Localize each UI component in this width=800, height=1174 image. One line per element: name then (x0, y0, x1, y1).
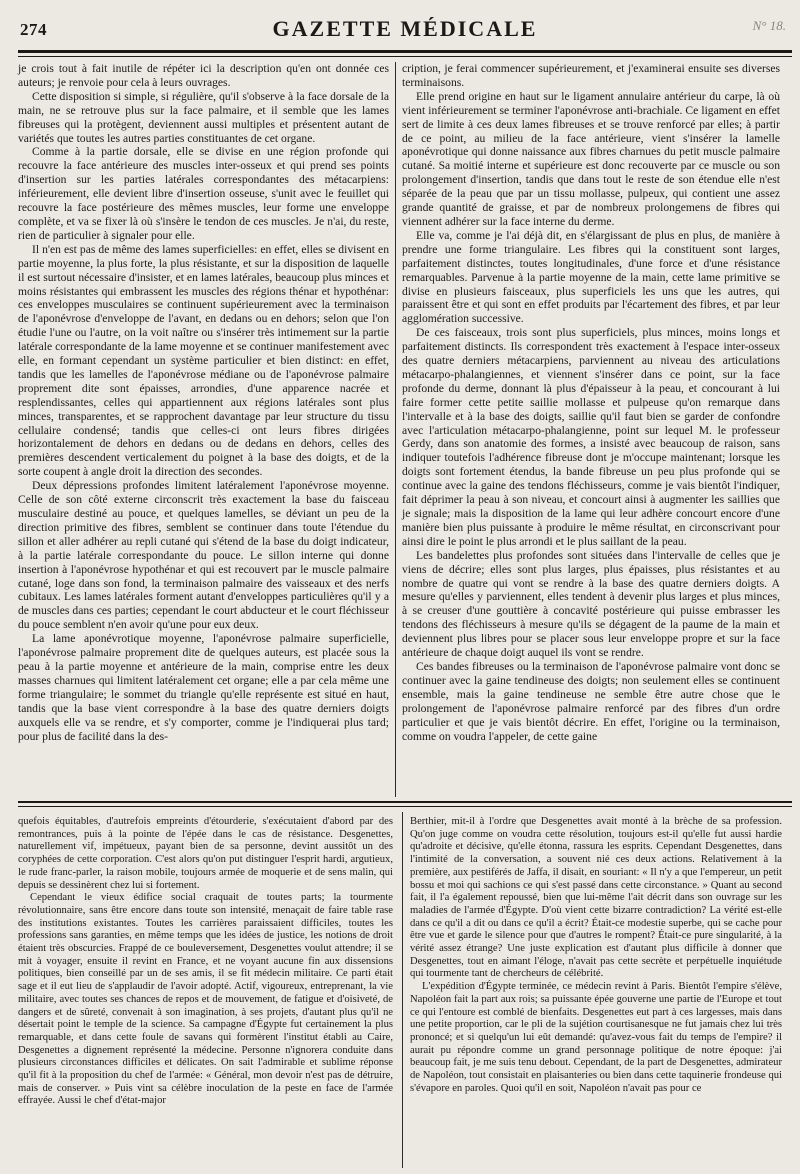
paragraph: Il n'en est pas de même des lames superficielles: en effet, elles se divisent en partie moyenne, la plus forte, la plus résistante, et sur la disposition de laquelle il est surtout nécessaire d'insister, et en lames latérales, beaucoup plus minces et moins résistantes qui embrassent les muscles des régions thénar et hypothénar: ces enveloppes musculaires se continuent supérieurement avec la terminaison de l'aponévrose d'enveloppe de l'avant, en dedans ou en dehors; selon que l'on étudie l'une ou l'autre, on la voit naître ou s'insérer très intimement sur la partie latérale correspondante de la lame moyenne et se continuer manifestement avec elle, en formant cependant un système particulier et bien distinct: en effet, tandis que les lamelles de l'aponévrose médiane ou de l'aponévrose palmaire proprement dite sont épaisses, arrondies, d'une apparence nacrée et resplendissantes, celles qui appartiennent aux régions latérales sont plus minces, transparentes, et se rapprochent davantage par leur structure du tissu cellulaire condensé; tandis que celles-ci ont leurs fibres dirigées horizontalement de dehors en dedans ou de dedans en dehors, celles des premières descendent verticalement du poignet à la base des doigts, et de la sorte coupent à angle droit la direction des secondes. (18, 242, 389, 479)
feuilleton-rule (18, 801, 792, 803)
paragraph: L'expédition d'Égypte terminée, ce médecin revint à Paris. Bientôt l'empire s'élève, Napoléon fait la part aux rois; sa puissante épée gouverne une partie de l'Europe et tout ce qui l'entoure est comblé de bienfaits. Desgenettes eut part à ces largesses, mais dans une petite proportion, car le pli de la sujétion courtisanesque ne fut jamais chez lui très prononcé; et si quelqu'un lui eût demandé: qu'avez-vous fait du temps de l'empire? il aurait pu répondre comme un grand personnage politique de notre époque: j'ai beaucoup fait, je me suis tenu debout. Cependant, de la part de Desgenettes, admirateur de Napoléon, tout consistait en plaisanteries ou bien dans cette taquinerie frondeuse qui s'évapore en paroles. Quoi qu'il en soit, Napoléon n'avait pas pour ce (410, 981, 782, 1094)
paragraph: Deux dépressions profondes limitent latéralement l'aponévrose moyenne. Celle de son côté externe circonscrit très exactement la base du faisceau musculaire destiné au pouce, et quelques lamelles, se déviant un peu de la direction primitive des fibres, semblent se continuer dans toute l'étendue du sillon et aller adhérer au repli cutané qui s'étend de la base du doigt indicateur, à la partie latérale correspondante du pouce. Le sillon interne qui donne insertion à l'aponévrose hypothénar et qui est recouvert par le muscle palmaire cutané, loge dans son fond, la terminaison palmaire des vaisseaux et des nerfs cubitaux. Les lames latérales forment autant d'enveloppes particulières qu'il y a de muscles dans ces parties; cependant le court abducteur et le court fléchisseur du pouce semblent n'en avoir qu'une pour eux deux. (18, 479, 389, 632)
paragraph: Les bandelettes plus profondes sont situées dans l'intervalle de celles que je viens de décrire; elles sont plus larges, plus épaisses, plus résistantes et au nombre de quatre qui vont se rendre à la base des quatre derniers doigts. A mesure qu'elles y parviennent, elles tendent à devenir plus larges et plus minces, à se creuser d'une gouttière à concavité postérieure qui puisse embrasser les tendons des fléchisseurs à mesure qu'ils se dégagent de la paume de la main et deviennent plus libres pour se placer sous leur enveloppe propre et sur la face antérieure de chaque doigt auquel ils vont se rendre. (402, 548, 780, 660)
paragraph: Elle prend origine en haut sur le ligament annulaire antérieur du carpe, là où vient inférieurement se terminer l'aponévrose anti-brachiale. Ce ligament en effet sert de limite à ces deux lames fibreuses et se trouve renforcé par elles; à partir de ce point, au milieu de la face antérieure, vient s'insérer la lamelle aponévrotique qui donne naissance aux fibres charnues du petit muscle palmaire cutané. Sa moitié interne et supérieure est donc recouverte par ce muscle ou son prolongement d'insertion, tandis que dans tout le reste de son étendue elle n'est séparée de la peau que par un tissu mollasse, pulpeux, qui contient une assez grande quantité de graisse, et par de nombreux prolongemens de fibres qui viennent adhérer sur la face interne du derme. (402, 89, 780, 228)
paragraph: quefois équitables, d'autrefois empreints d'étourderie, s'exécutaient d'abord par des remontrances, puis à la pointe de l'épée dans le cas de résistance. Desgenettes, naturellement vif, impétueux, payant bien de sa personne, devint aussitôt un des coryphées de cette corporation. C'est alors qu'on put distinguer l'esprit hardi, argutieux, le rude franc-parler, la raison mobile, toujours armée de moquerie et de sens malin, qui depuis se dessinèrent chez lui si fortement. (18, 816, 393, 891)
issue-number: N° 18. (752, 18, 786, 33)
paragraph: Cependant le vieux édifice social craquait de toutes parts; la tourmente révolutionnaire, sans être encore dans toute son intensité, menaçait de faire table rase des institutions existantes. Toutes les carrières paraissaient difficiles, toutes les professions sans garanties, en même temps que les idées de justice, les notions de droit étaient très obscurcies. Frappé de ce bouleversement, Desgenettes voulut attendre; il se mit à voyager, ensuite il revint en France, et ne voyant aucune fin aux dissensions politiques, bien conseillé par un de ses amis, il se fit médecin militaire. Ce parti était sage et il eut lieu de s'applaudir de l'avoir adopté. Actif, vigoureux, entreprenant, la vie militaire, avec toutes ses chances de repos et de mouvement, de fatigue et d'oisiveté, de dangers et de sûreté, convenait à son imagination, à ses projets, d'autant plus qu'il ne désertait point le temple de la science. Sa campagne d'Égypte fut certainement la plus remarquable, et dans cette foule de savans qui formèrent l'institut établi au Caire, Desgenettes a dignement représenté la médecine. Personne n'ignorera conduite dans plusieurs circonstances difficiles et délicates. On sait l'admirable et sublime réponse qu'il fit à la proposition du chef de l'armée: « Général, mon devoir n'est pas de détruire, mais de conserver. » Puis vint sa célèbre inoculation de la peste en face de l'armée effrayée. Aussi le chef d'état-major (18, 892, 393, 1107)
masthead-title: GAZETTE MÉDICALE (272, 16, 538, 41)
paragraph: Ces bandes fibreuses ou la terminaison de l'aponévrose palmaire vont donc se continuer avec la gaine tendineuse des doigts; non seulement elles se continuent ensemble, mais la gaine tendineuse ne semble être autre chose que le prolongement de l'aponévrose palmaire renforcé par des fibres d'un ordre particulier et que je vais bientôt décrire. En effet, l'origine ou la terminaison, comme on voudra l'appeler, de cette gaine (402, 659, 780, 743)
feuilleton-rule-thin (18, 806, 792, 807)
paragraph: je crois tout à fait inutile de répéter ici la description qu'en ont donnée ces auteurs; je renvoie pour cela à leurs ouvrages. (18, 62, 389, 89)
paragraph: Elle va, comme je l'ai déjà dit, en s'élargissant de plus en plus, de manière à prendre une forme triangulaire. Les fibres qui la constituent sont larges, parfaitement distinctes, toutes longitudinales, d'une force et d'une résistance remarquables. Parvenue à la partie moyenne de la main, cette lame primitive se divise en plusieurs faisceaux, plus superficiels les uns que les autres, qui paraissent être et qui sont en effet produits par l'écartement des fibres, et par leur agglomération successive. (402, 228, 780, 326)
column-divider (395, 62, 396, 797)
paragraph: Berthier, mit-il à l'ordre que Desgenettes avait monté à la brèche de sa profession. Qu'on juge comme on voudra cette résolution, toujours est-il qu'elle fut aussi hardie qu'adroite et décisive, qu'elle étonna, rassura les esprits. Cependant Desgenettes, dans l'intimité de la conversation, a souvent nié ces deux actions. Relativement à la première, aux pestiférés de Jaffa, il disait, en souriant: « Il n'y a que l'empereur, un petit bossu et moi qui sachions ce qui s'est passé dans cette circonstance. » Quant au second fait, il l'a également repoussé, bien que lui-même l'ait décrit dans son ouvrage sur les maladies de l'armée d'Égypte. D'où vient cette bizarre contradiction? La vérité est-elle dans ce qu'il a dit ou dans ce qu'il a écrit? Était-ce modestie superbe, qui se cache pour être vue et garde le silence pour que d'autres le rompent? Était-ce pure singularité, à la vérité assez étrange? Une juste explication est d'autant plus difficile à donner que Desgenettes, tout en aimant l'éloge, n'avait pas cette secrète et perpétuelle inquiétude qui tourmente tant de chercheurs de célébrité. (410, 816, 782, 980)
header-rule-thin (18, 56, 792, 57)
article-column-left (18, 62, 389, 743)
paragraph: De ces faisceaux, trois sont plus superficiels, plus minces, moins longs et parfaitement distincts. Ils correspondent très exactement à l'espace inter-osseux des quatre derniers métacarpiens, parviennent au niveau des articulations métacarpo-phalangiennes, et viennent s'insérer dans ce point, sur la face profonde du derme, donnant là plus d'épaisseur à la peau, et concourant à lui faire former cette petite saillie mollasse et pulpeuse qu'on remarque dans l'intervalle et à la base des doigts, saillie qu'il faut bien se garder de confondre avec l'articulation métacarpo-phalangienne, point sur lequel M. le professeur Gerdy, dans son anatomie des formes, a insisté avec beaucoup de raison, sans indiquer toutefois l'adhérence fibreuse dont je m'occupe maintenant; lorsque les doigts sont fortement étendus, la bande fibreuse un peu plus profonde qui se continue avec la gaine des tendons fléchisseurs, comme je vais bientôt l'indiquer, fait déprimer la peau à son niveau, et concourt ainsi à augmenter les saillies que je signale; mais la disposition de la lame qui leur adhère concourt encore d'une manière bien plus puissante à produire le même résultat, en circonscrivant pour ainsi dire le point le plus arrondi et le plus saillant de la peau. (402, 326, 780, 548)
paragraph: La lame aponévrotique moyenne, l'aponévrose palmaire superficielle, l'aponévrose palmaire proprement dite de quelques auteurs, est placée sous la peau à la partie moyenne et antérieure de la main, comprise entre les deux masses charnues qui limitent latéralement cet organe; elle a par cela même une forme triangulaire; le sommet du triangle qu'elle représente est situé en haut, tandis que la base vient correspondre à la base des quatre derniers doigts auxquels elle va se rendre, et s'y comporter, comme je l'indiquerai plus tard; pour plus de facilité dans la des- (18, 632, 389, 743)
page-header (18, 10, 792, 48)
page-number: 274 (20, 20, 47, 39)
paragraph: cription, je ferai commencer supérieurement, et j'examinerai ensuite ses diverses terminaisons. (402, 62, 780, 89)
column-divider (402, 812, 403, 1168)
feuilleton-column-right (410, 816, 782, 1095)
feuilleton-column-left (18, 816, 393, 1108)
header-rule (18, 50, 792, 53)
paragraph: Cette disposition si simple, si régulière, qu'il s'observe à la face dorsale de la main, ne se retrouve plus sur la face palmaire, et il semble que les lames fibreuses qui la protègent, deviennent aussi multiples et présentent autant de variétés que toutes les autres parties constituantes de cet organe. (18, 89, 389, 145)
paragraph: Comme à la partie dorsale, elle se divise en une région profonde qui recouvre la face antérieure des muscles inter-osseux et qui prend ses points d'insertion sur les parties latérales correspondantes des métacarpiens: inférieurement, elle devient libre d'insertion osseuse, s'unit avec le feuillet qui recouvre la face postérieure des mêmes muscles, leur forme une enveloppe complète, et va se fixer là où s'insère le tendon de ces muscles. Je n'ai, du reste, rien de particulier à signaler pour elle. (18, 145, 389, 242)
article-column-right (402, 62, 780, 743)
